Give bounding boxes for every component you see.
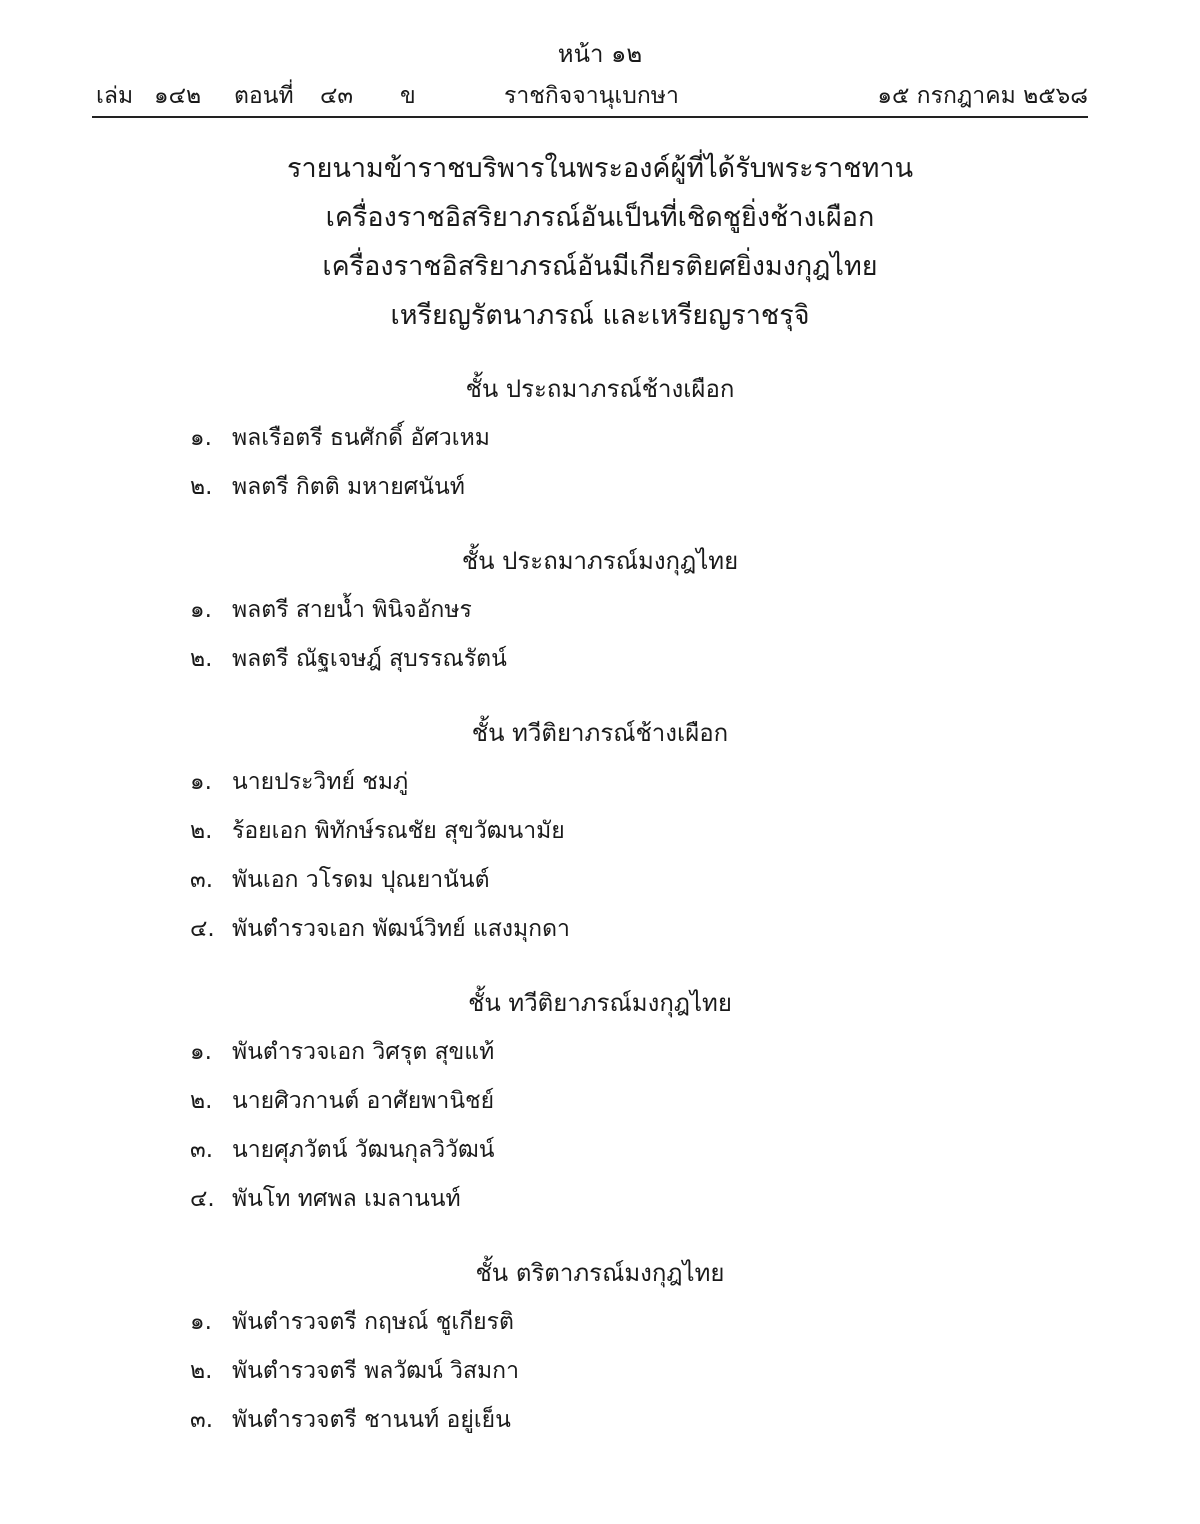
section-spacer [0,512,1200,536]
list-item [0,463,1200,512]
item-number: ๓. [190,1137,214,1163]
recipient-name: นายศุภวัตน์ วัฒนกุลวิวัฒน์ [232,1137,495,1163]
volume-label: เล่ม [96,83,134,109]
decoration-class [0,708,1200,954]
section-spacer [0,1224,1200,1248]
recipient-name: พันตำรวจตรี ชานนท์ อยู่เย็น [232,1407,511,1433]
decoration-class [0,364,1200,512]
item-number: ๑. [190,1309,212,1335]
class-heading: ชั้น ตริตาภรณ์มงกุฎไทย [475,1259,725,1287]
recipient-name: พลเรือตรี ธนศักดิ์ อัศวเหม [232,425,490,451]
list-item [0,856,1200,905]
issue-number: ๔๓ [320,83,354,109]
recipient-name: พันตำรวจตรี พลวัฒน์ วิสมกา [232,1358,520,1384]
item-number: ๑. [190,597,212,623]
list-item [0,1126,1200,1175]
decoration-list [0,364,1200,1445]
recipient-name: พันเอก วโรดม ปุณยานันต์ [232,867,490,893]
item-number: ๓. [190,1407,214,1433]
list-item [0,1028,1200,1077]
class-heading: ชั้น ทวีติยาภรณ์มงกุฎไทย [468,989,732,1017]
item-number: ๔. [190,916,215,942]
section-letter: ข [400,83,416,109]
item-number: ๒. [190,1088,213,1114]
list-item [0,1396,1200,1445]
item-number: ๓. [190,867,214,893]
list-item [0,1347,1200,1396]
gazette-header [92,78,1088,112]
page-number: หน้า ๑๒ [557,40,643,68]
item-number: ๒. [190,474,213,500]
list-item [0,807,1200,856]
document-title [0,144,1200,340]
decoration-class [0,1248,1200,1445]
list-item [0,1077,1200,1126]
class-heading: ชั้น ประถมาภรณ์ช้างเผือก [465,375,735,403]
volume-number: ๑๔๒ [154,83,202,109]
list-item [0,758,1200,807]
item-number: ๑. [190,1039,212,1065]
item-number: ๑. [190,769,212,795]
header-divider [92,116,1088,118]
section-spacer [0,954,1200,978]
class-heading: ชั้น ทวีติยาภรณ์ช้างเผือก [471,719,729,747]
recipient-name: ร้อยเอก พิทักษ์รณชัย สุขวัฒนามัย [232,818,565,844]
section-spacer [0,684,1200,708]
recipient-name: พลตรี สายน้ำ พินิจอักษร [232,597,472,623]
list-item [0,414,1200,463]
recipient-name: นายประวิทย์ ชมภู่ [232,769,409,795]
decoration-class [0,536,1200,684]
recipient-name: พันโท ทศพล เมลานนท์ [232,1186,461,1212]
recipient-name: พลตรี กิตติ มหายศนันท์ [232,474,465,500]
recipient-name: นายศิวกานต์ อาศัยพานิชย์ [232,1088,495,1114]
item-number: ๔. [190,1186,215,1212]
title-line: รายนามข้าราชบริพารในพระองค์ผู้ที่ได้รับพระราชทาน [286,153,914,184]
item-number: ๒. [190,1358,213,1384]
recipient-name: พันตำรวจเอก พัฒน์วิทย์ แสงมุกดา [232,916,570,942]
class-heading: ชั้น ประถมาภรณ์มงกุฎไทย [461,547,739,575]
item-number: ๒. [190,818,213,844]
list-item [0,586,1200,635]
recipient-name: พลตรี ณัฐเจษฎ์ สุบรรณรัตน์ [232,646,507,672]
list-item [0,1175,1200,1224]
recipient-name: พันตำรวจตรี กฤษณ์ ชูเกียรติ [232,1309,514,1335]
recipient-name: พันตำรวจเอก วิศรุต สุขแท้ [232,1039,495,1065]
list-item [0,1298,1200,1347]
decoration-class [0,978,1200,1224]
list-item [0,905,1200,954]
list-item [0,635,1200,684]
title-line: เหรียญรัตนาภรณ์ และเหรียญราชรุจิ [390,300,810,331]
item-number: ๒. [190,646,213,672]
item-number: ๑. [190,425,212,451]
title-line: เครื่องราชอิสริยาภรณ์อันเป็นที่เชิดชูยิ่งช้างเผือก [325,202,875,233]
publication-date: ๑๕ กรกฎาคม ๒๕๖๘ [877,83,1088,109]
gazette-name: ราชกิจจานุเบกษา [504,83,679,109]
title-line: เครื่องราชอิสริยาภรณ์อันมีเกียรติยศยิ่งมงกุฎไทย [322,251,878,282]
issue-label: ตอนที่ [234,83,294,109]
